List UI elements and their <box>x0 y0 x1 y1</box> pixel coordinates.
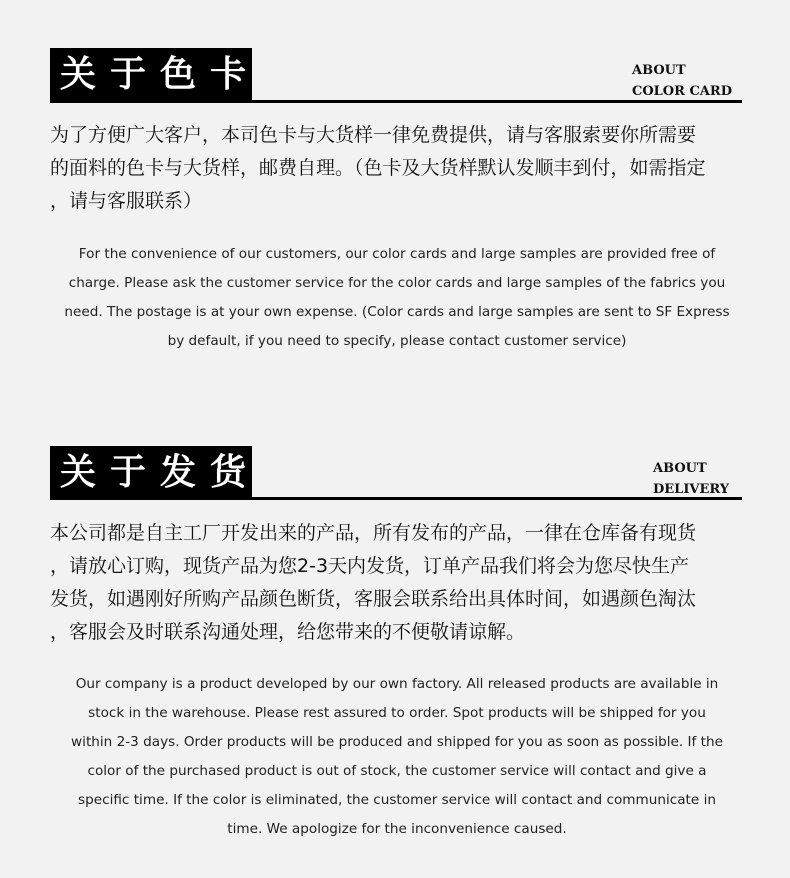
chinese-paragraph <box>50 119 762 218</box>
section-tag <box>632 60 732 102</box>
cn-line: ，请与客服联系） <box>50 190 203 212</box>
section-tag-line1: ABOUT <box>632 63 686 78</box>
section-tag-line2: DELIVERY <box>653 482 730 497</box>
cn-line: 的面料的色卡与大货样，邮费自理。（色卡及大货样默认发顺丰到付，如需指定 <box>50 157 706 179</box>
cn-line: ，客服会及时联系沟通处理，给您带来的不便敬请谅解。 <box>50 621 526 643</box>
en-line: time. We apologize for the inconvenience caused. <box>227 821 567 837</box>
cn-line: 发货，如遇刚好所购产品颜色断货，客服会联系给出具体时间，如遇颜色淘汰 <box>50 588 697 610</box>
en-line: specific time. If the color is eliminated, the customer service will contact and communicate in <box>78 792 716 808</box>
english-paragraph <box>50 240 744 356</box>
section-tag-line1: ABOUT <box>653 461 707 476</box>
en-line: stock in the warehouse. Please rest assured to order. Spot products will be shipped for you <box>88 705 706 721</box>
en-line: For the convenience of our customers, our color cards and large samples are provided free of <box>78 246 716 262</box>
section-divider <box>50 497 742 500</box>
chinese-paragraph <box>50 517 762 649</box>
cn-line: ，请放心订购，现货产品为您2-3天内发货，订单产品我们将会为您尽快生产 <box>50 555 690 577</box>
en-line: need. The postage is at your own expense. (Color cards and large samples are sent to SF Express <box>64 304 730 320</box>
cn-line: 为了方便广大客户，本司色卡与大货样一律免费提供，请与客服索要你所需要 <box>50 124 697 146</box>
cn-line: 本公司都是自主工厂开发出来的产品，所有发布的产品，一律在仓库备有现货 <box>50 522 697 544</box>
en-line: color of the purchased product is out of stock, the customer service will contact and give a <box>87 763 707 779</box>
en-line: by default, if you need to specify, please contact customer service) <box>167 333 627 349</box>
english-paragraph <box>50 670 744 844</box>
section-title: 关于发货 <box>50 446 252 500</box>
en-line: within 2-3 days. Order products will be produced and shipped for you as soon as possible. If the <box>71 734 723 750</box>
en-line: Our company is a product developed by our own factory. All released products are available in <box>75 676 719 692</box>
section-tag-line2: COLOR CARD <box>632 84 732 99</box>
section-title: 关于色卡 <box>50 48 252 102</box>
section-tag <box>653 458 729 500</box>
en-line: charge. Please ask the customer service for the color cards and large samples of the fabrics you <box>68 275 726 291</box>
